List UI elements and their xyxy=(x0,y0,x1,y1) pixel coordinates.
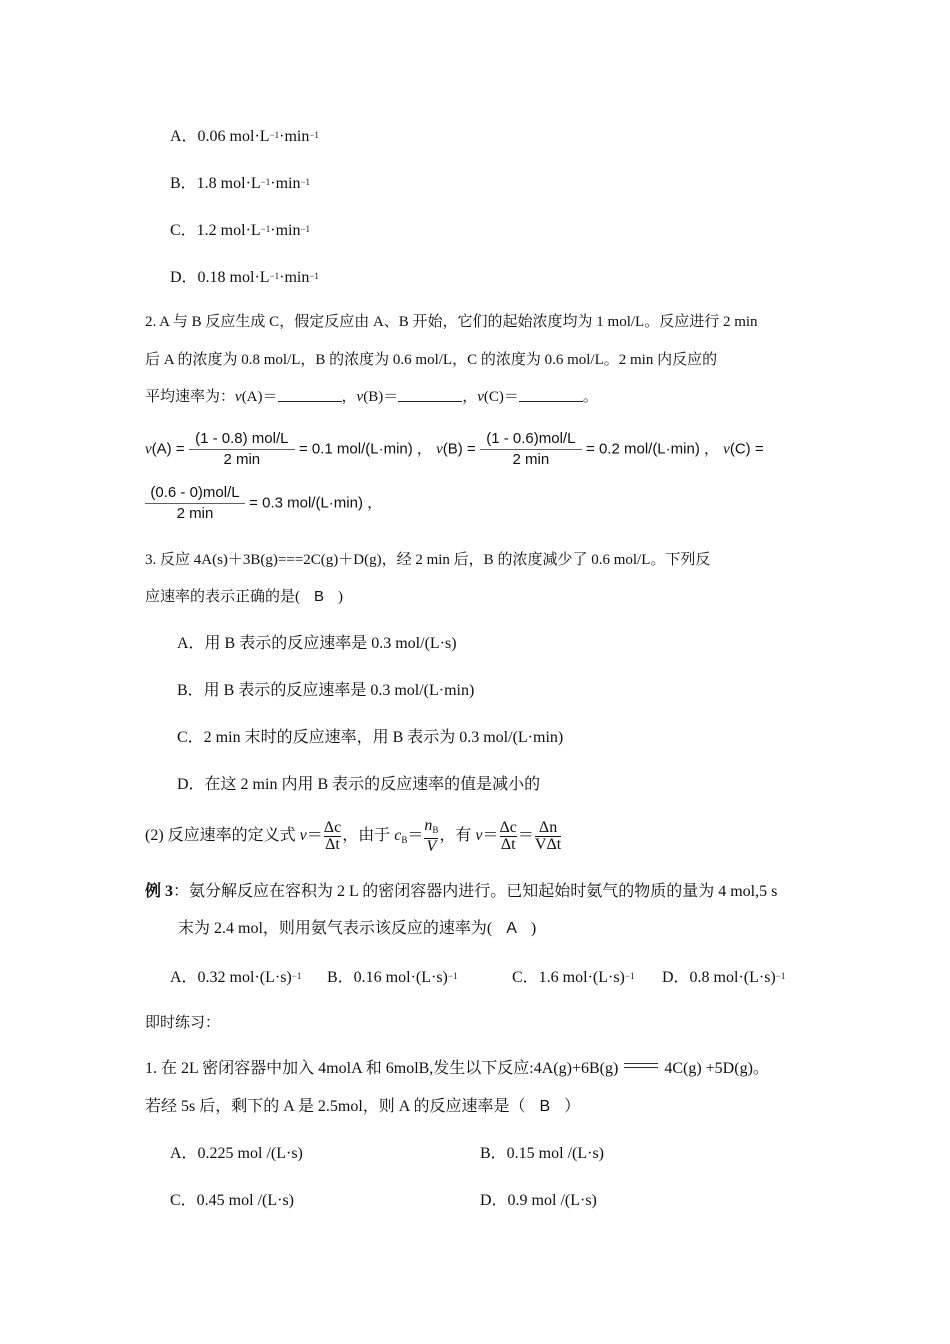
example-3-option-a xyxy=(170,966,301,988)
definition-cb: c xyxy=(394,827,402,845)
q2-vb-symbol: v xyxy=(356,389,364,405)
q1-option-b-unit: ·min xyxy=(270,175,301,192)
fraction-nb-v-subscript: B xyxy=(432,825,439,835)
q1-option-d-exp2: −1 xyxy=(309,271,319,281)
q1-option-b-text: B．1.8 mol·L xyxy=(170,175,261,192)
q2-fraction-c-numerator: (0.6 - 0)mol/L xyxy=(150,484,240,501)
practice-1-line-1 xyxy=(145,1059,769,1079)
q3-close-paren: ) xyxy=(338,589,344,605)
q1-option-d-unit: ·min xyxy=(279,269,310,286)
q2-va-label: (A)＝ xyxy=(241,389,278,405)
q2-fraction-a-numerator: (1 - 0.8) mol/L xyxy=(195,430,289,447)
definition-eq-1: ＝ xyxy=(306,827,323,845)
q2-result-a: = 0.1 mol/(L·min) ， xyxy=(298,440,432,458)
fraction-dn-vdt-denominator: VΔt xyxy=(534,836,562,853)
q2-sol-vb-symbol: v xyxy=(436,441,443,458)
fraction-dn-vdt-numerator: Δn xyxy=(538,819,558,836)
definition-eq-2: ＝ xyxy=(407,827,424,845)
example-3-option-b-exp: −1 xyxy=(447,971,458,981)
fraction-dc-dt-numerator: Δc xyxy=(323,819,342,836)
fraction-nb-v-numerator: n xyxy=(424,817,433,834)
q1-option-a-exp1: −1 xyxy=(269,130,280,140)
q2-fraction-c-bar xyxy=(145,503,245,504)
fraction-nb-v xyxy=(424,818,438,855)
q2-sol-va-label: (A) = xyxy=(151,440,185,458)
q3-answer: B xyxy=(314,588,325,605)
q1-option-d-text: D．0.18 mol·L xyxy=(170,269,270,286)
example-3-answer: A xyxy=(506,920,517,937)
q1-option-c-unit: ·min xyxy=(270,222,301,239)
example-3-option-c-exp: −1 xyxy=(624,971,635,981)
definition-eq-4: ＝ xyxy=(517,827,534,845)
example-3-option-a-exp: −1 xyxy=(291,971,302,981)
definition-prefix: (2) 反应速率的定义式 xyxy=(145,827,300,845)
example-3-line-1 xyxy=(145,882,777,902)
q2-vc-label: (C)＝ xyxy=(483,389,519,405)
practice-1-answer: B xyxy=(539,1098,551,1115)
example-3-text: ：氨分解反应在容积为 2 L 的密闭容器内进行。已知起始时氨气的物质的量为 4 mol,5 s xyxy=(173,883,778,900)
q2-fraction-c-denominator: 2 min xyxy=(176,505,214,522)
example-3-option-c xyxy=(512,966,634,988)
practice-1-line-2 xyxy=(145,1097,580,1117)
definition-cb-subscript: B xyxy=(401,835,408,846)
q2-line-3: 平均速率为：v(A)＝ ，v(B)＝ ，v(C)＝ 。 xyxy=(145,389,598,405)
fraction-dc-dt-2 xyxy=(500,820,517,853)
q3-option-d: D．在这 2 min 内用 B 表示的反应速率的值是减小的 xyxy=(177,776,541,793)
q1-option-b-exp2: −1 xyxy=(300,177,311,187)
definition-since: ，由于 xyxy=(342,827,395,845)
q2-vc-symbol: v xyxy=(477,389,484,405)
q1-option-c-exp1: −1 xyxy=(260,224,271,234)
q3-prompt: 应速率的表示正确的是( xyxy=(145,589,300,605)
fraction-dc-dt-denominator: Δt xyxy=(325,836,340,853)
example-3-line-2 xyxy=(178,919,536,939)
q1-option-a xyxy=(170,125,319,147)
practice-1-close-paren: ） xyxy=(564,1098,581,1115)
q2-vb-label: (B)＝ xyxy=(363,389,399,405)
q1-option-a-exp2: −1 xyxy=(309,130,319,140)
q1-option-a-text: A．0.06 mol·L xyxy=(170,128,270,145)
q2-fraction-b-numerator: (1 - 0.6)mol/L xyxy=(486,430,576,447)
q1-option-d-exp1: −1 xyxy=(269,271,280,281)
practice-1-prompt: 若经 5s 后，剩下的 A 是 2.5mol，则 A 的反应速率是（ xyxy=(145,1098,526,1115)
definition-v: v xyxy=(299,827,307,845)
q2-va-blank[interactable] xyxy=(278,389,342,402)
q1-option-c-text: C．1.2 mol·L xyxy=(170,222,261,239)
q2-solution-row-2 xyxy=(145,484,382,523)
definition-v2: v xyxy=(475,827,483,845)
q2-sol-vb-label: (B) = xyxy=(442,440,476,458)
example-3-label: 例 3 xyxy=(145,883,174,900)
q2-solution-row-1 xyxy=(145,430,764,469)
example-3-prompt: 末为 2.4 mol，则用氨气表示该反应的速率为( xyxy=(178,920,493,937)
q2-fraction-b-bar xyxy=(480,449,582,450)
example-3-option-b-text: B．0.16 mol·(L·s) xyxy=(327,969,448,986)
practice-1-option-a: A．0.225 mol /(L·s) xyxy=(170,1145,303,1162)
example-3-option-a-text: A．0.32 mol·(L·s) xyxy=(170,969,292,986)
fraction-dc-dt-2-numerator: Δc xyxy=(499,819,517,836)
q2-fraction-a-denominator: 2 min xyxy=(223,451,261,468)
practice-1-option-c: C．0.45 mol /(L·s) xyxy=(170,1192,294,1209)
q2-result-b: = 0.2 mol/(L·min) ， xyxy=(586,440,719,458)
q1-option-b xyxy=(170,172,310,194)
q2-end: 。 xyxy=(582,389,598,405)
q2-vc-blank[interactable] xyxy=(519,389,583,402)
example-3-option-d-exp: −1 xyxy=(775,971,786,981)
q3-option-c: C．2 min 末时的反应速率，用 B 表示为 0.3 mol/(L·min) xyxy=(177,729,564,746)
q2-line-1: 2. A 与 B 反应生成 C，假定反应由 A、B 开始，它们的起始浓度均为 1 mol/L。反应进行 2 min xyxy=(145,314,758,330)
q3-line-1: 3. 反应 4A(s)＋3B(g)===2C(g)＋D(g)，经 2 min 后，B 的浓度减少了 0.6 mol/L。下列反 xyxy=(145,552,711,568)
example-3-option-b xyxy=(327,966,457,988)
q1-option-b-exp1: −1 xyxy=(260,177,271,187)
practice-1-option-b: B．0.15 mol /(L·s) xyxy=(480,1145,604,1162)
rate-definition xyxy=(145,818,562,858)
fraction-dc-dt-2-denominator: Δt xyxy=(500,836,516,853)
example-3-option-c-text: C．1.6 mol·(L·s) xyxy=(512,969,625,986)
practice-heading: 即时练习： xyxy=(145,1015,221,1031)
q1-option-c xyxy=(170,219,310,241)
example-3-option-d-text: D．0.8 mol·(L·s) xyxy=(662,969,776,986)
q2-fraction-a-bar xyxy=(189,449,295,450)
practice-1-option-d: D．0.9 mol /(L·s) xyxy=(480,1192,597,1209)
q2-sol-vc-symbol: v xyxy=(723,441,730,458)
q1-option-a-unit: ·min xyxy=(279,128,310,145)
fraction-dn-vdt xyxy=(535,820,561,853)
fraction-dc-dt xyxy=(324,820,341,853)
q2-fraction-c xyxy=(145,484,245,523)
q1-option-d xyxy=(170,266,319,288)
q3-option-a: A．用 B 表示的反应速率是 0.3 mol/(L·s) xyxy=(177,635,457,652)
q2-vb-blank[interactable] xyxy=(398,389,462,402)
q2-fraction-b-denominator: 2 min xyxy=(512,451,550,468)
fraction-nb-v-denominator: V xyxy=(426,838,437,855)
q3-line-2 xyxy=(145,587,343,607)
definition-have: ，有 xyxy=(439,827,476,845)
q2-sol-vc-label: (C) = xyxy=(729,440,764,458)
q2-prompt: 平均速率为： xyxy=(145,389,236,405)
example-3-option-d xyxy=(662,966,785,988)
q2-sol-va-symbol: v xyxy=(145,441,152,458)
q2-fraction-b xyxy=(480,430,582,469)
equilibrium-arrow-icon xyxy=(624,1061,658,1071)
q1-option-c-exp2: −1 xyxy=(300,224,311,234)
q2-result-c: = 0.3 mol/(L·min) ， xyxy=(249,494,383,512)
practice-1-text: 1. 在 2L 密闭容器中加入 4molA 和 6molB,发生以下反应:4A(g)+6B(g) xyxy=(145,1060,619,1077)
definition-eq-3: ＝ xyxy=(482,827,499,845)
q3-option-b: B．用 B 表示的反应速率是 0.3 mol/(L·min) xyxy=(177,682,475,699)
practice-1-products: 4C(g) +5D(g)。 xyxy=(664,1060,769,1077)
example-3-close-paren: ) xyxy=(530,920,537,937)
q2-fraction-a xyxy=(189,430,295,469)
q2-va-symbol: v xyxy=(235,389,242,405)
q2-line-2: 后 A 的浓度为 0.8 mol/L，B 的浓度为 0.6 mol/L，C 的浓度为 0.6 mol/L。2 min 内反应的 xyxy=(145,352,718,368)
